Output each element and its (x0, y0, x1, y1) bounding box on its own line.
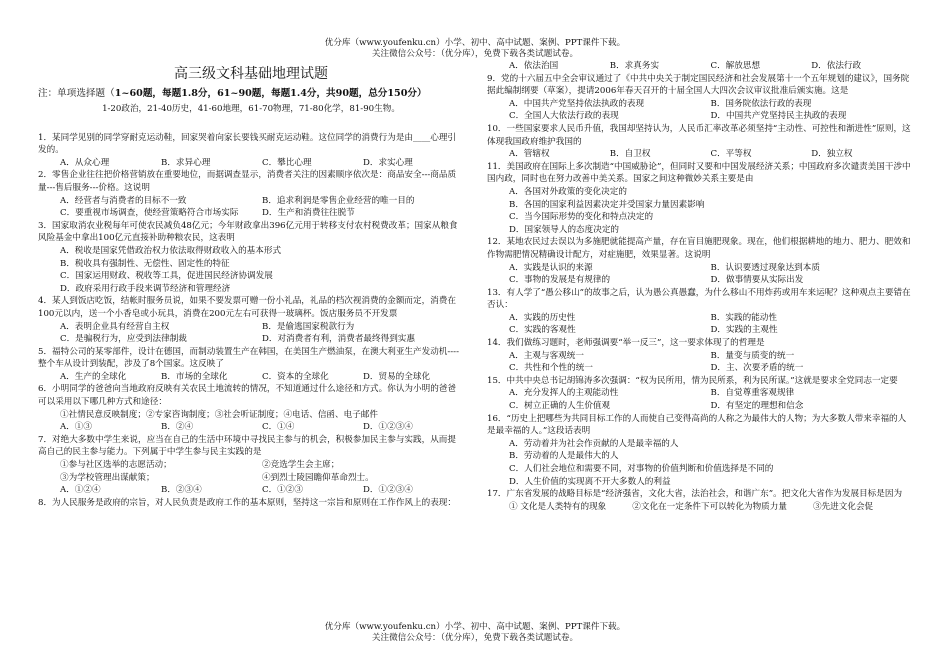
right-question-list (487, 60, 912, 513)
header-banner-line2: 关注微信公众号：（优分库），免费下载各类试题试卷。 (371, 49, 579, 59)
answer-option: B．税收具有强制性、无偿性、固定性的特征 (60, 258, 230, 269)
question-stem: 11．美国政府在国际上多次制造“中国威胁论”，但同时又要和中国发展经济关系；中国政府多次谴责美国干涉中国内政，同时也在努力改善中美关系。国家之间这种微妙关系主要是由 (487, 161, 911, 185)
question (38, 346, 464, 384)
statement-list (487, 501, 912, 514)
statement-item: ①社情民意反映制度；②专家咨询制度；③社会听证制度；④电话、信函、电子邮件 (60, 409, 378, 420)
answer-option: B．市场的全球化 (161, 371, 228, 382)
question (487, 413, 912, 489)
footer-banner-line2: 关注微信公众号：（优分库），免费下载各类试题试卷。 (371, 633, 579, 643)
question (38, 169, 464, 219)
question-stem: 14．我们做练习题时，老师强调要“举一反三”，这一要求体现了的哲理是 (487, 338, 765, 349)
option-list (487, 262, 912, 287)
answer-option: C．平等权 (710, 149, 752, 160)
answer-option: C．实践的客观性 (509, 325, 576, 336)
answer-option: C．①②③ (262, 485, 303, 496)
answer-option: A．从众心理 (60, 157, 110, 168)
question (487, 161, 912, 237)
answer-option: D．独立权 (811, 149, 853, 160)
option-list (487, 60, 912, 73)
answer-option: A．依法治国 (509, 61, 559, 71)
answer-option: B．量变与质变的统一 (710, 350, 795, 361)
answer-option: A．生产的全球化 (60, 371, 127, 382)
answer-option: D．有坚定的理想和信念 (710, 401, 804, 412)
option-list (487, 350, 912, 375)
answer-option: D．实践的主观性 (710, 325, 778, 336)
question-stem: 6．小明同学的爸爸向当地政府反映有关农民土地流转的情况，不知道通过什么途径和方式。你认为小明的爸爸可以采用以下哪几种方式和途径： (38, 384, 456, 408)
question-stem: 1．某同学见别的同学穿耐克运动鞋，回家哭着向家长要钱买耐克运动鞋。这位同学的消费行为是由____心理引发的。 (38, 132, 456, 156)
answer-option: B．认识要透过现象达到本质 (710, 262, 820, 273)
answer-option: B．求异心理 (161, 157, 211, 168)
statement-item: ④到烈士陵园瞻仰革命烈士。 (262, 472, 374, 483)
answer-option: C．是骗税行为，应受到法律制裁 (60, 334, 187, 345)
answer-option: D．政府采用行政手段来调节经济和管理经济 (60, 283, 231, 294)
right-column (487, 60, 912, 513)
answer-option: A．税收是国家凭借政治权力依法取得财政收入的基本形式 (60, 245, 282, 256)
answer-option: A．中国共产党坚持依法执政的表现 (509, 98, 645, 109)
question (487, 287, 912, 337)
answer-option: D．贸易的全球化 (363, 371, 431, 382)
instruction-label: 注：单项选择题（ (38, 88, 115, 99)
answer-option: A．劳动着并为社会作贡献的人是最幸福的人 (509, 438, 679, 449)
answer-option: B．自卫权 (609, 149, 651, 160)
option-list (38, 321, 464, 346)
answer-option: D．依法行政 (811, 61, 862, 71)
statement-list (38, 459, 464, 484)
answer-option: C．树立正确的人生价值观 (509, 401, 611, 412)
answer-option: B．实践的能动性 (710, 312, 777, 323)
answer-option: A．经营者与消费者的目标不一致 (60, 195, 187, 206)
option-list (38, 245, 464, 295)
answer-option: A．实践是认识的来源 (509, 262, 593, 273)
answer-option: C．国家运用财政、税收等工具，促进国民经济协调发展 (60, 271, 273, 282)
answer-option: A．①③ (60, 422, 92, 433)
answer-option: D．做事情要从实际出发 (710, 275, 804, 286)
answer-option: C．攀比心理 (262, 157, 312, 168)
option-list (38, 371, 464, 384)
answer-option: D．生产和消费往往脱节 (262, 208, 355, 219)
subject-distribution: 1-20政治，21-40历史，41-60地理，61-70物理，71-80化学，81-90生物。 (102, 104, 400, 114)
question (487, 73, 912, 123)
statement-item: ③为学校管理出谋献策； (60, 472, 155, 483)
answer-option: B．求真务实 (609, 61, 660, 71)
answer-option: A．各国对外政策的变化决定的 (509, 186, 627, 197)
statement-item: ① 文化是人类特有的现象 (509, 501, 607, 512)
answer-option: B．追求利润是零售企业经营的唯一目的 (262, 195, 415, 206)
question-stem: 7．对绝大多数中学生来说，应当在自己的生活中环境中寻找民主参与的机会，积极参加民主参与实践，从而提高自己的民主参与能力。下列属于中学生参与民主实践的是 (38, 434, 456, 458)
question (38, 497, 464, 510)
statement-item: ②文化在一定条件下可以转化为物质力量 (632, 501, 787, 512)
answer-option: D．求实心理 (363, 157, 413, 168)
answer-option: B．国务院依法行政的表现 (710, 98, 812, 109)
footer-banner (0, 622, 950, 644)
answer-option: D．人生价值的实现离不开大多数人的利益 (509, 476, 671, 487)
question-stem: 3．国家取消农业税每年可使农民减负48亿元；今年财政拿出396亿元用于转移支付农村税费改革；国家从粮食风险基金中拿出100亿元直接补助种粮农民，这表明 (38, 220, 458, 244)
option-list (487, 438, 912, 488)
answer-option: D．①②③④ (363, 485, 413, 496)
exam-title: 高三级文科基础地理试题 (174, 66, 328, 82)
answer-option: D．国家领导人的态度决定的 (509, 224, 620, 235)
option-list (38, 157, 464, 170)
option-list (487, 186, 912, 236)
question-stem: 17．广东省发展的战略目标是“经济强省，文化大省，法治社会，和谐广东”。把文化大省作为发展目标是因为 (487, 489, 903, 500)
answer-option: C．资本的全球化 (262, 371, 329, 382)
question (487, 60, 912, 73)
answer-option: C．解放思想 (710, 61, 761, 71)
answer-option: C．全国人大依法行政的表现 (509, 111, 619, 122)
answer-option: D．①②③④ (363, 422, 413, 433)
statement-item: ③先进文化会促 (812, 501, 874, 512)
question (38, 132, 464, 170)
option-list (487, 312, 912, 337)
question (487, 375, 912, 413)
answer-option: A．主观与客观统一 (509, 350, 584, 361)
statement-list (38, 409, 464, 422)
answer-option: C．人们社会地位和需要不同，对事物的价值判断和价值选择是不同的 (509, 464, 774, 474)
answer-option: B．自觉尊重客观规律 (710, 388, 795, 399)
answer-option: B．劳动着的人是最伟大的人 (509, 451, 619, 462)
question-stem: 9．党的十六届五中全会审议通过了《中共中央关于制定国民经济和社会发展第十一个五年规划的建议》，国务院据此编制纲要（草案），提请2006年春天召开的十届全国人大四次会议审议批准后颁实施。这是 (487, 73, 910, 97)
answer-option: C．当今国际形势的变化和特点决定的 (509, 212, 654, 223)
question (38, 295, 464, 345)
answer-option: A．表明企业具有经营自主权 (60, 321, 170, 332)
question (38, 220, 464, 296)
answer-option: A．实践的历史性 (509, 312, 576, 323)
question (487, 236, 912, 286)
question-stem: 10．一些国家要求人民币升值，我国却坚持认为，人民币汇率改革必须坚持“主动性、可控性和渐进性”原则，这体现我国政府维护我国的 (487, 123, 911, 147)
question (38, 434, 464, 497)
answer-option: B．是偷逃国家税款行为 (262, 321, 355, 332)
left-question-list (38, 132, 464, 510)
question-stem: 5．福特公司的某零部件，设计在德国，而制动装置生产在韩国，在美国生产燃油泵，在澳大利亚生产发动机----整个车从设计到装配，涉及了8个国家。这反映了 (38, 346, 459, 370)
left-column (38, 60, 464, 509)
header-banner-line1: 优分库（www.youfenku.cn）小学、初中、高中试题、案例、PPT课件下载。 (324, 38, 626, 48)
answer-option: C．要重视市场调查，使经营策略符合市场实际 (60, 208, 239, 219)
instruction (38, 87, 464, 101)
answer-option: A．①②④ (60, 485, 101, 496)
answer-option: C．事物的发展是有规律的 (509, 275, 611, 286)
answer-option: B．②④ (161, 422, 194, 433)
answer-option: A．管辖权 (509, 149, 550, 160)
question-stem: 8．为人民服务是政府的宗旨，对人民负责是政府工作的基本原则，坚持这一宗旨和原则在工作作风上的表现： (38, 497, 456, 508)
option-list (38, 195, 464, 220)
option-list (487, 387, 912, 412)
question-stem: 4．某人到饭店吃饭，结帐时服务员说，如果不要发票可赠一份小礼品，礼品的档次视消费的金额而定，消费在100元以内，送一个小香皂或小玩具，消费在200元左右可获得一玻璃杯。饭店服务员不开发票 (38, 296, 456, 319)
answer-option: B．各国的国家利益因素决定并受国家力量因素影响 (509, 199, 705, 210)
header-banner (0, 38, 950, 60)
answer-option: B．②③④ (161, 485, 202, 496)
option-list (487, 148, 912, 161)
answer-option: D．主、次要矛盾的统一 (710, 363, 804, 374)
question (487, 337, 912, 375)
question-stem: 16．“历史上把哪些为共同目标工作的人而使自己变得高尚的人称之为最伟大的人物；为大多数人带来幸福的人是最幸福的人。”这段话表明 (487, 413, 907, 437)
answer-option: D．中国共产党坚持民主执政的表现 (710, 111, 847, 122)
option-list (38, 484, 464, 497)
question (38, 383, 464, 433)
question (487, 488, 912, 513)
option-list (487, 98, 912, 123)
question (487, 123, 912, 161)
answer-option: A．充分发挥人的主观能动性 (509, 388, 619, 399)
answer-option: C．共性和个性的统一 (509, 363, 593, 374)
question-stem: 12．某地农民过去误以为多施肥就能提高产量，存在盲目施肥现象。现在，他们根据耕地的地力、肥力、肥效和作物需肥情况精确设计配方，对症施肥，效果显著。这说明 (487, 237, 911, 260)
question-stem: 2．零售企业往往把价格营销放在重要地位，而据调查显示，消费者关注的因素顺序依次是：商品安全---商品质量---售后服务---价格。这说明 (38, 170, 457, 193)
statement-item: ①参与社区选举的志愿活动； (60, 460, 172, 471)
question-stem: 15．中共中央总书记胡锦涛多次强调：“权为民所用，情为民所系，利为民所谋。”这就是要求全党同志一定要 (487, 375, 898, 386)
footer-banner-line1: 优分库（www.youfenku.cn）小学、初中、高中试题、案例、PPT课件下载。 (324, 622, 626, 632)
instruction-text: 1~60题，每题1.8分，61~90题，每题1.4分，共90题，总分150分） (114, 88, 427, 99)
answer-option: D．对消费者有利，消费者最终得到实惠 (262, 334, 415, 345)
answer-option: C．①④ (262, 422, 295, 433)
statement-item: ②竞选学生会主席； (262, 460, 340, 471)
question-stem: 13．有人学了“愚公移山”的故事之后，认为愚公真愚蠢，为什么移山不用炸药或用车来运呢？这种观点主要错在否认： (487, 287, 911, 311)
option-list (38, 421, 464, 434)
